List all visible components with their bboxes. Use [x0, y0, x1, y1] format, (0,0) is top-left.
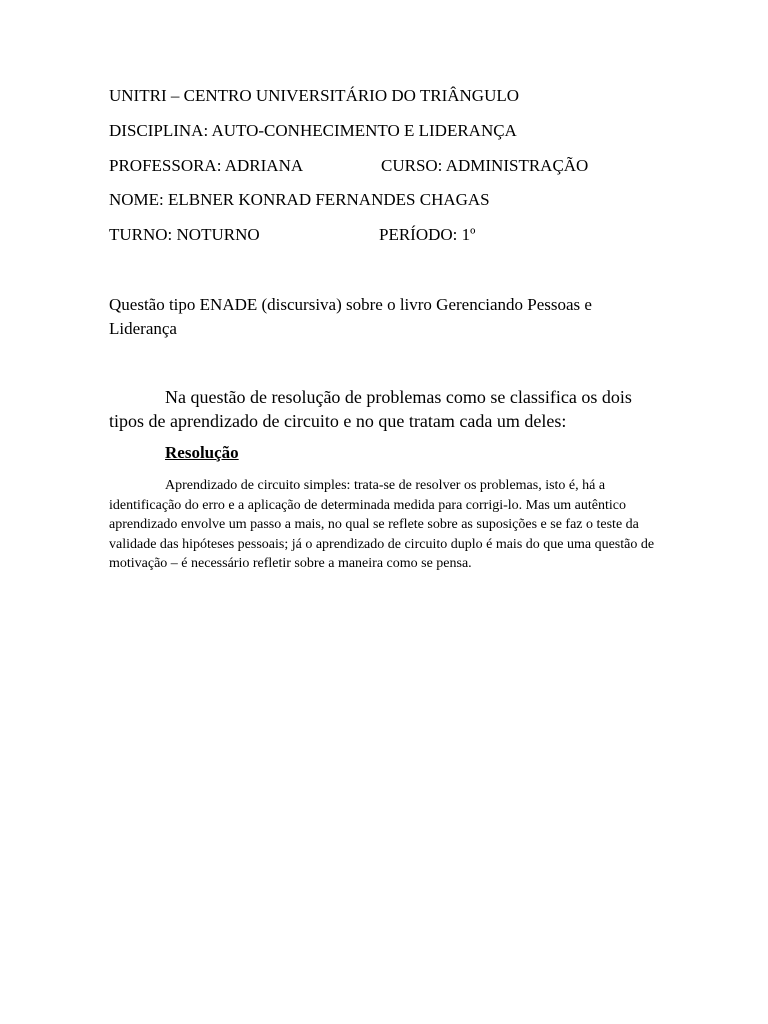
- name-line: NOME: ELBNER KONRAD FERNANDES CHAGAS: [109, 190, 490, 209]
- resolution-paragraph: [109, 476, 659, 574]
- professor-course-line: [109, 156, 589, 176]
- resolution-heading: Resolução: [165, 443, 239, 462]
- resolution-text: Aprendizado de circuito simples: trata-se de resolver os problemas, isto é, há a identificação do erro e a aplicação de determinada medida para corrigi-lo. Mas um autêntico aprendizado envolve um passo a mais, no qual se reflete sobre as suposições e se faz o teste da validade das hipóteses pessoais; já o aprendizado de circuito duplo é mais do que uma questão de motivação – é necessário refletir sobre a maneira como se pensa.: [109, 478, 655, 572]
- institution-line: UNITRI – CENTRO UNIVERSITÁRIO DO TRIÂNGULO: [109, 86, 520, 105]
- course-field: CURSO: ADMINISTRAÇÃO: [381, 156, 589, 175]
- question-paragraph: [109, 385, 649, 433]
- shift-field: TURNO: NOTURNO: [109, 225, 260, 244]
- discipline-line: DISCIPLINA: AUTO-CONHECIMENTO E LIDERANÇA: [109, 121, 517, 140]
- question-text: Na questão de resolução de problemas como se classifica os dois tipos de aprendizado de circuito e no que tratam cada um deles:: [109, 387, 632, 431]
- shift-period-line: [109, 225, 476, 245]
- intro-paragraph: Questão tipo ENADE (discursiva) sobre o livro Gerenciando Pessoas e Liderança: [109, 295, 592, 338]
- period-field: PERÍODO: 1º: [379, 225, 476, 244]
- professor-field: PROFESSORA: ADRIANA: [109, 156, 304, 175]
